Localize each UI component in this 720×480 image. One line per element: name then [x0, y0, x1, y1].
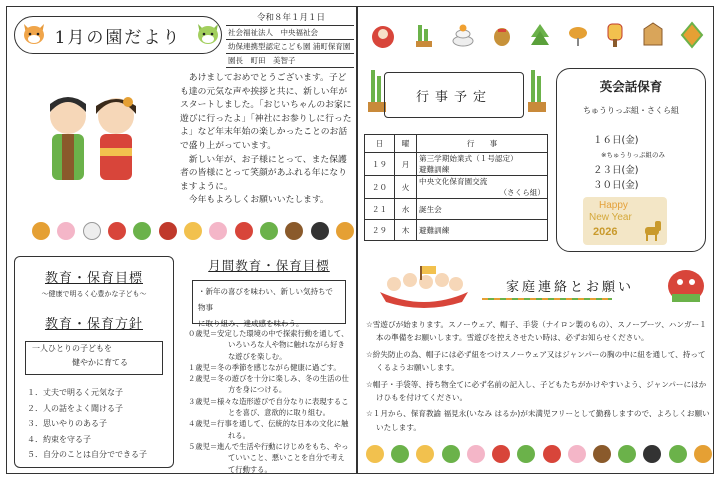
- flower-icon: [366, 445, 384, 463]
- leaf-icon: [669, 445, 687, 463]
- notice-item: ☆１月から、保育教諭 福見永(いなみ はるか)が未満児フリーとして勤務しますので、よろしくお願いいたします。: [366, 409, 710, 432]
- education-goal-subtitle: ～健康で明るく心豊かな子ども～: [41, 290, 147, 298]
- kids-in-kimono-illustration: [28, 90, 158, 190]
- issue-date: 令和８年１月１日: [226, 12, 354, 26]
- title-underline: [482, 298, 612, 300]
- notice-item: ☆帽子・手袋等、持ち物全てに必ず名前の記入し、子どもたちがかけやすいよう、ジャンパーにはかけひもを付けてください。: [366, 379, 707, 403]
- policy-item: ４．約束を守る子: [27, 434, 91, 444]
- kuromame-icon: [184, 222, 202, 240]
- flower-icon: [209, 222, 227, 240]
- policy-item: １．丈夫で明るく元気な子: [27, 388, 123, 397]
- age-goal-item: ５歳児＝進んで生活や行動にけじめをもち、やっていいこと、悪いことを自分で考えて行動する。: [188, 441, 349, 474]
- event-day: １９: [365, 153, 395, 176]
- organization-name: 社会福祉法人 中央福祉会: [226, 26, 354, 40]
- education-policy-heading: 教育・保育方針: [44, 317, 143, 332]
- publisher-info: [226, 12, 354, 68]
- happy-new-year-card: [583, 197, 667, 245]
- english-class-dates: [593, 133, 665, 193]
- age-goal-item: ３歳児＝様々な造形遊びで自分なりに表現することを喜び、意欲的に取り組む。: [188, 396, 349, 418]
- event-weekday: 水: [395, 199, 417, 220]
- drum-icon: [593, 445, 611, 463]
- age-goal-item: ２歳児＝冬の遊びを十分に楽しみ、冬の生活の仕方を身につける。: [188, 374, 349, 395]
- bowl-icon: [159, 222, 177, 240]
- notice-item: ☆雪遊びが始まります。スノーウェア、帽子、手袋（ナイロン製のもの）、スノーブーツ、ハンガー１本の準備をお願いします。雪遊びを控えさせたい時は、必ずお知らせください。: [366, 320, 707, 343]
- daruma-icon: [543, 445, 561, 463]
- leaf-icon: [517, 445, 535, 463]
- english-class-groups: ちゅうりっぷ組・さくら組: [583, 106, 679, 115]
- table-row: [365, 176, 548, 199]
- policy-line: 健やかに育てる: [72, 358, 128, 367]
- table-row: [365, 199, 548, 220]
- flower-icon: [568, 445, 586, 463]
- summary-line: ・新年の喜びを味わい、新しい気持ちで物事: [198, 287, 333, 312]
- event-schedule-title: 行事予定: [415, 89, 492, 105]
- english-date: １６日(金): [593, 135, 639, 146]
- event-table-header: [365, 135, 548, 153]
- bottom-decoration-strip: [366, 440, 712, 468]
- policy-item: ５．自分のことは自分でできる子: [27, 450, 147, 459]
- school-name: 幼保連携型認定こども園 浦町保育園: [226, 40, 354, 54]
- osechi-food-strip: [32, 218, 354, 244]
- principal-name: 園長 町田 美智子: [226, 54, 354, 68]
- english-class-heading: 英会話保育: [599, 79, 663, 94]
- pine-icon: [529, 21, 551, 49]
- lion-dance-icon: [662, 264, 710, 308]
- card-line: Happy: [599, 200, 628, 211]
- jubako-box-icon: [643, 445, 661, 463]
- new-year-icon-strip: [362, 14, 712, 56]
- age-goal-item: ４歳児＝行事を通して、伝統的な日本の文化に触れる。: [188, 419, 349, 440]
- kadomatsu-icon: [412, 21, 436, 49]
- mandarin-icon: [416, 445, 434, 463]
- daruma-icon: [370, 21, 396, 49]
- kagami-mochi-icon: [451, 21, 475, 49]
- notice-item: ☆紛失防止の為、帽子には必ず紐をつけスノーウェア又はジャンパーの胸の中に紐を通して、持ってくるようお願いします。: [366, 349, 706, 373]
- monthly-goals-section: [184, 256, 354, 474]
- kite-icon: [680, 21, 704, 49]
- spinning-top-icon: [567, 21, 589, 49]
- event-schedule-section: [364, 66, 548, 262]
- table-row: [365, 153, 548, 176]
- horse-icon: [639, 217, 665, 243]
- english-class-box: [556, 68, 706, 252]
- event-day: ２９: [365, 220, 395, 241]
- nishime-icon: [285, 222, 303, 240]
- english-date: ２３日(金): [593, 165, 639, 176]
- card-line: New Year: [589, 212, 632, 223]
- ornament-icon: [492, 445, 510, 463]
- leaf-icon: [391, 445, 409, 463]
- flower-icon: [57, 222, 75, 240]
- leaf-icon: [133, 222, 151, 240]
- mochi-icon: [83, 222, 101, 240]
- policy-statement-box: [25, 341, 163, 375]
- header-day: 日: [365, 135, 395, 153]
- event-weekday: 火: [395, 176, 417, 199]
- family-notice-title: 家庭連絡とお願い: [506, 280, 635, 295]
- family-notice-list: [366, 318, 712, 437]
- datemaki-icon: [32, 222, 50, 240]
- newsletter-title: 1月の園だより: [54, 27, 182, 48]
- policy-item: ３．思いやりのある子: [27, 419, 107, 428]
- black-beans-icon: [311, 222, 329, 240]
- event-line: 中央文化保育園交流: [419, 177, 488, 186]
- flower-icon: [467, 445, 485, 463]
- newsletter-title-box: [14, 16, 222, 54]
- lucky-gods-boat-icon: [376, 264, 472, 308]
- new-year-greeting: [180, 72, 354, 208]
- policy-item: ２．人の話をよく聞ける子: [27, 403, 123, 413]
- event-title-banner: [384, 72, 524, 118]
- event-weekday: 月: [395, 153, 417, 176]
- greeting-paragraph: 新しい年が、お子様にとって、また保護者の皆様にとって笑顔があふれる年になりますように。: [180, 154, 347, 192]
- policy-line: 一人ひとりの子どもを: [32, 344, 112, 353]
- event-table: [364, 134, 548, 241]
- monthly-goals-heading: 月間教育・保育目標: [208, 258, 330, 273]
- event-name: [417, 176, 548, 199]
- mandarin-icon: [694, 445, 712, 463]
- education-goals-box: [14, 256, 174, 468]
- event-day: ２０: [365, 176, 395, 199]
- summary-line: に取り組み、達成感を味わう。: [198, 319, 304, 328]
- event-line: 第三学期始業式（１号認定）: [419, 154, 518, 163]
- leaf-icon: [618, 445, 636, 463]
- header-event: 行 事: [417, 135, 548, 153]
- event-name: 避難訓練: [417, 220, 548, 241]
- event-line: 避難訓練: [419, 165, 450, 174]
- table-row: [365, 220, 548, 241]
- leaf-icon: [260, 222, 278, 240]
- age-goal-item: １歳児＝冬の季節を感じながら健康に過ごす。: [188, 362, 341, 372]
- header-weekday: 曜: [395, 135, 417, 153]
- card-year: 2026: [593, 226, 618, 238]
- shrimp-icon: [108, 222, 126, 240]
- age-goals-list: [188, 328, 352, 475]
- bamboo-icon: [442, 445, 460, 463]
- fox-mascot-icon: [194, 20, 222, 48]
- ema-plaque-icon: [642, 21, 664, 49]
- monthly-goal-summary: [192, 280, 346, 328]
- hagoita-icon: [604, 21, 626, 49]
- sea-bream-icon: [235, 222, 253, 240]
- greeting-paragraph: あけましておめでとうございます。子ども達の元気な声や挨拶と共に、新しい年がスタートしました。「おじいちゃんのお家に遊びに行ったよ」「神社にお参りしに行ったよ」など年末年始の楽しかったことのお話で盛り上がっています。: [180, 73, 352, 151]
- kadomatsu-icon: [526, 66, 548, 116]
- age-goal-item: ０歳児＝安定した環境の中で探索行動を通して、いろいろな人や物に触れながら好きな遊びを楽しむ。: [188, 329, 349, 361]
- english-date-note: ※ちゅうりっぷ組のみ: [601, 151, 665, 159]
- lucky-charm-icon: [491, 21, 513, 49]
- event-weekday: 木: [395, 220, 417, 241]
- center-divider: [356, 6, 358, 474]
- kurikinton-icon: [336, 222, 354, 240]
- english-date: ３０日(金): [593, 180, 639, 191]
- policy-list: [27, 385, 147, 463]
- education-goal-heading: 教育・保育目標: [44, 271, 143, 286]
- event-name: [417, 153, 548, 176]
- event-line: （さくら組）: [499, 188, 545, 197]
- greeting-paragraph: 今年もよろしくお願いいたします。: [188, 195, 329, 206]
- event-name: 誕生会: [417, 199, 548, 220]
- event-day: ２１: [365, 199, 395, 220]
- family-notice-banner: [372, 264, 712, 310]
